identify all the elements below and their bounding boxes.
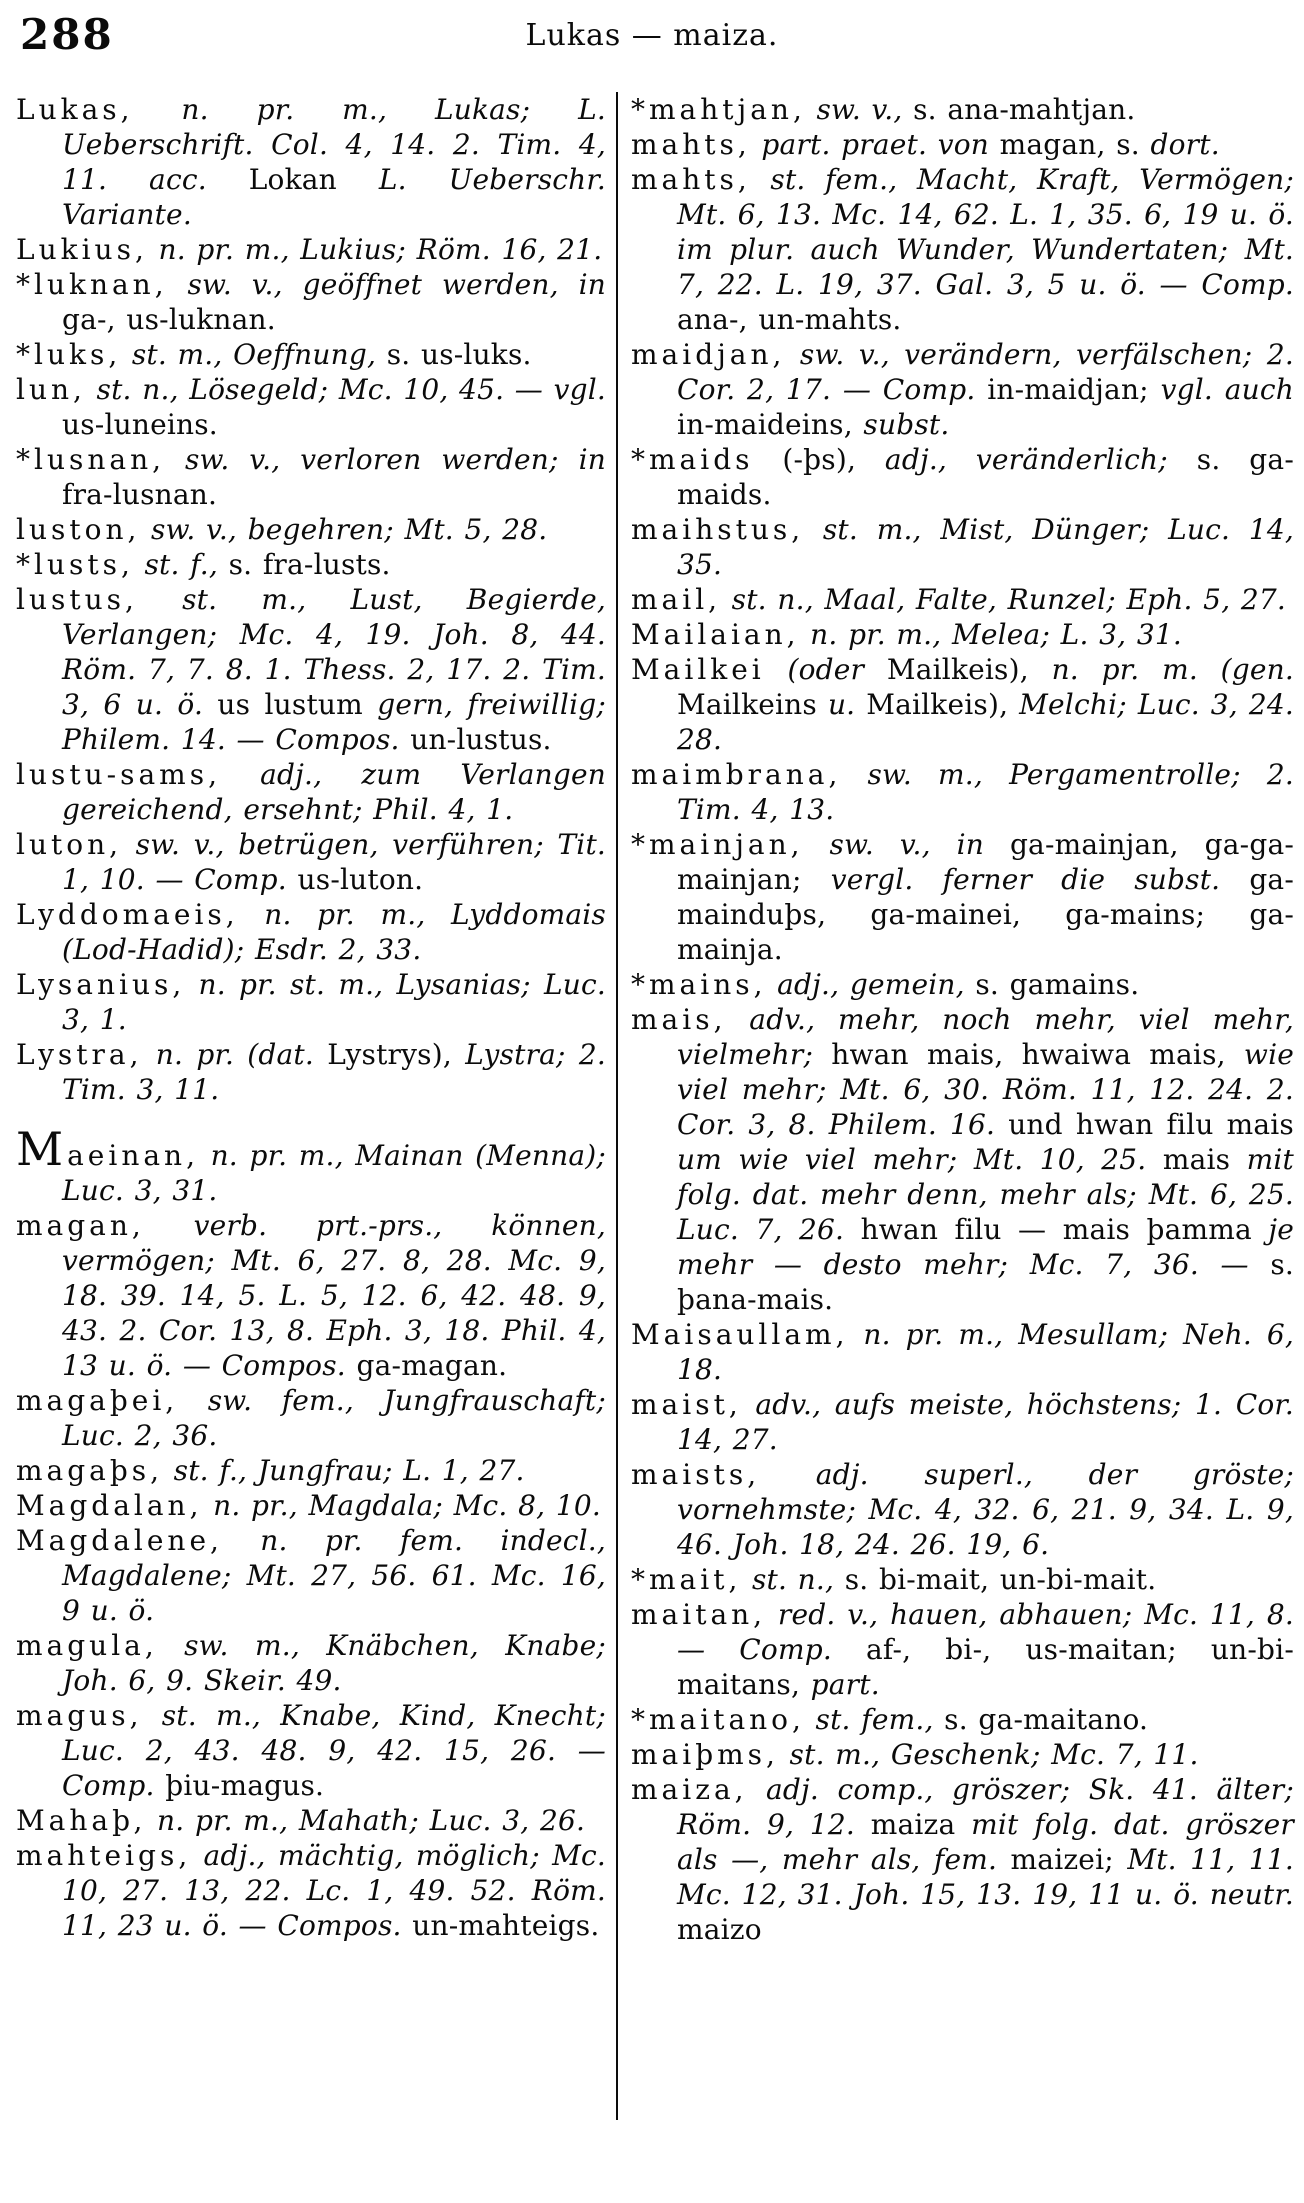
entry-text-italic: gern, freiwillig; Philem. 14. — Compos. bbox=[62, 688, 606, 756]
entry-text-roman: hwan mais, hwaiwa mais, bbox=[831, 1038, 1244, 1071]
entry-text-roman: mais bbox=[1162, 1143, 1247, 1176]
entry-headword: *maitano, bbox=[631, 1703, 805, 1736]
entry-headword: lustu-sams, bbox=[16, 758, 221, 791]
entry-text-italic: n. pr. m. (gen. bbox=[1051, 653, 1294, 686]
entry-headword: luston, bbox=[16, 513, 141, 546]
entry-text-roman: Lystrys), bbox=[327, 1038, 466, 1071]
entry-text-italic: n. pr. m., Lukius; Röm. 16, 21. bbox=[147, 233, 603, 266]
dictionary-entry bbox=[631, 127, 1294, 162]
entry-text-italic: vergl. ferner die subst. bbox=[830, 863, 1250, 896]
entry-headword: magaþs, bbox=[16, 1454, 164, 1487]
dictionary-entry bbox=[631, 1387, 1294, 1457]
dictionary-entry bbox=[631, 1457, 1294, 1562]
entry-headword: Mailkei bbox=[631, 653, 765, 686]
entry-text-roman: us-luton. bbox=[297, 863, 424, 896]
dictionary-entry bbox=[631, 92, 1294, 127]
dictionary-entry bbox=[631, 827, 1294, 967]
entry-headword: Lyddomaeis, bbox=[16, 898, 239, 931]
dictionary-entry bbox=[631, 967, 1294, 1002]
entry-text-italic: n. pr., Magdala; Mc. 8, 10. bbox=[202, 1489, 601, 1522]
entry-text-italic: vgl. auch bbox=[1160, 373, 1294, 406]
entry-text-italic: mit folg. dat. mehr denn, mehr als; Mt. 6, 25. Luc. 7, 26. bbox=[677, 1143, 1295, 1246]
dictionary-entry bbox=[16, 827, 606, 897]
entry-headword: Maisaullam, bbox=[631, 1318, 849, 1351]
entry-text-roman: fra-lusnan. bbox=[62, 478, 218, 511]
entry-text-roman: ga-, us-luknan. bbox=[62, 303, 276, 336]
entry-text-italic: n. pr. m., Mahath; Luc. 3, 26. bbox=[146, 1804, 586, 1837]
dictionary-entry bbox=[631, 162, 1294, 337]
entry-text-roman: maiza bbox=[870, 1808, 972, 1841]
entry-text-italic: part. bbox=[810, 1668, 880, 1701]
entry-text-italic: sw. v., bbox=[805, 93, 914, 126]
dictionary-entry bbox=[631, 617, 1294, 652]
entry-text-roman: maizei; bbox=[1010, 1843, 1128, 1876]
page-number: 288 bbox=[20, 10, 114, 59]
entry-text-italic: wie viel mehr; Mt. 6, 30. Röm. 11, 12. 24. 2. Cor. 3, 8. Philem. 16. bbox=[677, 1038, 1295, 1141]
entry-text-roman: Mailkeins bbox=[677, 688, 828, 721]
entry-headword: maist, bbox=[631, 1388, 742, 1421]
dictionary-entry bbox=[631, 1002, 1294, 1317]
entry-text-italic: sw. v., geöffnet werden, in bbox=[167, 268, 606, 301]
dictionary-entry bbox=[16, 1208, 606, 1383]
entry-headword: *lusts, bbox=[16, 548, 134, 581]
entry-text-roman: hwan filu — mais þamma bbox=[860, 1213, 1269, 1246]
dictionary-entry bbox=[16, 512, 606, 547]
entry-headword: magaþei, bbox=[16, 1384, 179, 1417]
entry-text-italic: st. f., Jungfrau; L. 1, 27. bbox=[163, 1454, 525, 1487]
entry-text-roman: und hwan filu mais bbox=[1008, 1108, 1294, 1141]
entry-headword: maihstus, bbox=[631, 513, 805, 546]
entry-text-italic: adj., zum Verlangen gereichend, ersehnt; Phil. 4, 1. bbox=[62, 758, 606, 826]
dictionary-entry bbox=[631, 442, 1294, 512]
entry-headword: *lusnan, bbox=[16, 443, 166, 476]
dictionary-entry bbox=[16, 337, 606, 372]
dictionary-entry bbox=[631, 582, 1294, 617]
entry-text-roman: ga-mainjan, ga-ga-mainjan; bbox=[677, 828, 1295, 896]
dictionary-entry bbox=[16, 1803, 606, 1838]
entry-text-italic: adv., aufs meiste, höchstens; 1. Cor. 14, 27. bbox=[677, 1388, 1294, 1456]
dictionary-entry bbox=[631, 652, 1294, 757]
entry-text-italic: adj. comp., gröszer; Sk. 41. älter; Röm. 9, 12. bbox=[677, 1773, 1294, 1841]
entry-headword: Mahaþ, bbox=[16, 1804, 147, 1837]
entry-headword: *maids bbox=[631, 443, 754, 476]
entry-text-italic: st. n., Maal, Falte, Runzel; Eph. 5, 27. bbox=[721, 583, 1287, 616]
entry-text-italic: st. m., Oeffnung, bbox=[121, 338, 387, 371]
entry-text-italic: sw. fem., Jungfrauschaft; Luc. 2, 36. bbox=[62, 1384, 606, 1452]
entry-text-roman: af-, bi-, us-maitan; un-bi-maitans, bbox=[677, 1633, 1294, 1701]
entry-text-italic: adj., veränderlich; bbox=[884, 443, 1197, 476]
entry-text-italic: u. bbox=[827, 688, 867, 721]
entry-text-roman: in-maideins, bbox=[677, 408, 864, 441]
entry-text-italic: verb. prt.-prs., können, vermögen; Mt. 6, 27. 8, 28. Mc. 9, 18. 39. 14, 5. L. 5, 12. 6, 42. 48. 9, 43. 2. Cor. 13, 8. Eph. 3, 18. Phil. 4, 13 u. ö. — Compos. bbox=[62, 1209, 606, 1382]
entry-headword: lustus, bbox=[16, 583, 138, 616]
entry-text-italic: dort. bbox=[1150, 128, 1220, 161]
entry-text-italic: n. pr. m., Lyddomais (Lod-Hadid); Esdr. 2, 33. bbox=[62, 898, 606, 966]
entry-text-roman: s. ana-mahtjan. bbox=[913, 93, 1136, 126]
entry-headword: magula, bbox=[16, 1629, 158, 1662]
entry-text-italic: st. fem., bbox=[804, 1703, 945, 1736]
entry-headword: maiza, bbox=[631, 1773, 748, 1806]
entry-text-italic: n. pr. st. m., Lysanias; Luc. 3, 1. bbox=[62, 968, 606, 1036]
entry-text-italic: st. m., Knabe, Kind, Knecht; Luc. 2, 43. 48. 9, 42. 15, 26. — Comp. bbox=[62, 1699, 606, 1802]
entry-text-italic: um wie viel mehr; Mt. 10, 25. bbox=[677, 1143, 1163, 1176]
entry-headword: Lukius, bbox=[16, 233, 148, 266]
entry-text-italic: part. praet. von bbox=[750, 128, 1000, 161]
entry-text-roman: in-maidjan; bbox=[987, 373, 1161, 406]
entry-text-roman: ana-, un-mahts. bbox=[677, 303, 902, 336]
entry-text-italic: adj., mächtig, möglich; Mc. 10, 27. 13, 22. Lc. 1, 49. 52. Röm. 11, 23 u. ö. — Compos. bbox=[62, 1839, 606, 1942]
entry-headword: maiþms, bbox=[631, 1738, 779, 1771]
dictionary-entry bbox=[16, 1122, 606, 1208]
dictionary-entry bbox=[16, 267, 606, 337]
text-block bbox=[16, 92, 1294, 2193]
entry-text-italic: adv., mehr, noch mehr, viel mehr, vielmehr; bbox=[677, 1003, 1294, 1071]
entry-text-roman: un-lustus. bbox=[410, 723, 552, 756]
dictionary-entry bbox=[631, 1737, 1294, 1772]
dictionary-entry bbox=[16, 372, 606, 442]
entry-text-italic: adj., gemein, bbox=[766, 968, 976, 1001]
entry-text-italic: sw. v., verändern, verfälschen; 2. Cor. 2, 17. — Comp. bbox=[677, 338, 1294, 406]
dictionary-entry bbox=[16, 1488, 606, 1523]
entry-text-italic: st. m., Geschenk; Mc. 7, 11. bbox=[778, 1738, 1199, 1771]
entry-headword: lun, bbox=[16, 373, 86, 406]
entry-text-italic: sw. m., Pergamentrolle; 2. Tim. 4, 13. bbox=[677, 758, 1294, 826]
entry-headword: luton, bbox=[16, 828, 123, 861]
entry-headword: magus, bbox=[16, 1699, 143, 1732]
dictionary-entry bbox=[16, 92, 606, 232]
entry-text-italic: je mehr — desto mehr; Mc. 7, 36. — bbox=[677, 1213, 1294, 1281]
dictionary-entry bbox=[16, 1698, 606, 1803]
entry-headword: maidjan, bbox=[631, 338, 786, 371]
dictionary-entry bbox=[631, 512, 1294, 582]
entry-text-italic: st. n., Lösegeld; Mc. 10, 45. — vgl. bbox=[85, 373, 606, 406]
entry-text-italic: st. f., bbox=[133, 548, 229, 581]
entry-headword: Mailaian, bbox=[631, 618, 800, 651]
entry-headword: *mahtjan, bbox=[631, 93, 806, 126]
dictionary-entry bbox=[16, 1628, 606, 1698]
entry-text-italic: st. n., bbox=[741, 1563, 845, 1596]
entry-text-roman: magan, s. bbox=[999, 128, 1151, 161]
dictionary-entry bbox=[631, 1597, 1294, 1702]
entry-text-italic: n. pr. m., Mainan (Menna); Luc. 3, 31. bbox=[62, 1139, 606, 1207]
dictionary-entry bbox=[631, 337, 1294, 442]
entry-headword: aeinan, bbox=[67, 1139, 199, 1172]
entry-headword: maimbrana, bbox=[631, 758, 842, 791]
dictionary-entry bbox=[631, 1702, 1294, 1737]
entry-text-italic: Melchi; Luc. 3, 24. 28. bbox=[677, 688, 1294, 756]
entry-headword: *luks, bbox=[16, 338, 122, 371]
entry-text-roman: maizo bbox=[677, 1913, 762, 1946]
entry-headword: mahts, bbox=[631, 128, 751, 161]
entry-headword: *mainjan, bbox=[631, 828, 804, 861]
entry-text-italic: n. pr. (dat. bbox=[142, 1038, 328, 1071]
entry-text-italic: n. pr. m., Melea; L. 3, 31. bbox=[799, 618, 1183, 651]
entry-text-roman: s. us-luks. bbox=[386, 338, 532, 371]
entry-headword: mais, bbox=[631, 1003, 727, 1036]
entry-text-italic: sw. v., in bbox=[803, 828, 1010, 861]
dictionary-entry bbox=[16, 547, 606, 582]
entry-text-italic: sw. v., betrügen, verführen; Tit. 1, 10. — Comp. bbox=[62, 828, 606, 896]
entry-text-roman: us-luneins. bbox=[62, 408, 218, 441]
entry-text-roman: ga-mainduþs, ga-mainei, ga-mains; ga-mainja. bbox=[677, 863, 1294, 966]
entry-text-italic: (oder bbox=[764, 653, 887, 686]
entry-headword: *mains, bbox=[631, 968, 767, 1001]
entry-headword: maitan, bbox=[631, 1598, 767, 1631]
entry-text-italic: sw. v., begehren; Mt. 5, 28. bbox=[140, 513, 548, 546]
dictionary-entry bbox=[16, 1838, 606, 1943]
entry-text-italic: sw. v., verloren werden; in bbox=[165, 443, 606, 476]
dictionary-entry bbox=[16, 582, 606, 757]
entry-text-italic: Mt. 11, 11. Mc. 12, 31. Joh. 15, 13. 19, 11 u. ö. neutr. bbox=[677, 1843, 1294, 1911]
entry-text-roman: Lokan bbox=[248, 163, 379, 196]
entry-text-italic: st. fem., Macht, Kraft, Vermögen; Mt. 6, 13. Mc. 14, 62. L. 1, 35. 6, 19 u. ö. im plur. auch Wunder, Wundertaten; Mt. 7, 22. L. 19, 37. Gal. 3, 5 u. ö. — Comp. bbox=[677, 163, 1294, 301]
entry-headword: *mait, bbox=[631, 1563, 742, 1596]
entry-text-italic: n. pr. m., Mesullam; Neh. 6, 18. bbox=[677, 1318, 1294, 1386]
dictionary-entry bbox=[16, 442, 606, 512]
entry-text-italic: red. v., hauen, abhauen; Mc. 11, 8. — Comp. bbox=[677, 1598, 1294, 1666]
entry-text-italic: adj. superl., der gröste; vornehmste; Mc. 4, 32. 6, 21. 9, 34. L. 9, 46. Joh. 18, 24. 26. 19, 6. bbox=[677, 1458, 1294, 1561]
entry-text-roman: un-mahteigs. bbox=[412, 1909, 600, 1942]
right-column bbox=[618, 92, 1294, 1947]
entry-text-italic: st. m., Lust, Begierde, Verlangen; Mc. 4, 19. Joh. 8, 44. Röm. 7, 7. 8. 1. Thess. 2, 17. 2. Tim. 3, 6 u. ö. bbox=[62, 583, 606, 721]
dictionary-entry bbox=[16, 1037, 606, 1107]
entry-text-roman: s. gamains. bbox=[975, 968, 1140, 1001]
entry-headword: Magdalene, bbox=[16, 1524, 223, 1557]
entry-text-roman: (-þs), bbox=[753, 443, 885, 476]
entry-text-roman: us lustum bbox=[217, 688, 378, 721]
entry-text-roman: Mailkeis), bbox=[866, 688, 1020, 721]
entry-headword: mahteigs, bbox=[16, 1839, 192, 1872]
entry-text-italic: st. m., Mist, Dünger; Luc. 14, 35. bbox=[677, 513, 1294, 581]
entry-text-italic: subst. bbox=[863, 408, 950, 441]
entry-text-roman: Mailkeis), bbox=[886, 653, 1052, 686]
entry-headword: Magdalan, bbox=[16, 1489, 203, 1522]
dictionary-entry bbox=[16, 897, 606, 967]
dictionary-entry bbox=[16, 1453, 606, 1488]
entry-headword: Lysanius, bbox=[16, 968, 186, 1001]
entry-headword: mail, bbox=[631, 583, 722, 616]
dictionary-entry bbox=[16, 232, 606, 267]
dictionary-entry bbox=[16, 967, 606, 1037]
page-header bbox=[0, 10, 1304, 74]
dictionary-entry bbox=[16, 1383, 606, 1453]
entry-text-italic: n. pr. fem. indecl., Magdalene; Mt. 27, 56. 61. Mc. 16, 9 u. ö. bbox=[62, 1524, 606, 1627]
entry-text-roman: s. ga-maids. bbox=[677, 443, 1294, 511]
left-column bbox=[16, 92, 606, 1943]
entry-headword: maists, bbox=[631, 1458, 761, 1491]
entry-text-italic: L. Ueberschr. Variante. bbox=[62, 163, 606, 231]
entry-headword: mahts, bbox=[631, 163, 751, 196]
entry-text-italic: sw. m., Knäbchen, Knabe; Joh. 6, 9. Skeir. 49. bbox=[62, 1629, 606, 1697]
entry-text-roman: s. ga-maitano. bbox=[944, 1703, 1149, 1736]
entry-text-roman: þiu-magus. bbox=[165, 1769, 325, 1802]
dictionary-entry bbox=[631, 757, 1294, 827]
entry-text-roman: s. fra-lusts. bbox=[228, 548, 391, 581]
entry-text-roman: s. bi-mait, un-bi-mait. bbox=[844, 1563, 1157, 1596]
entry-headword: *luknan, bbox=[16, 268, 168, 301]
dictionary-entry bbox=[631, 1317, 1294, 1387]
running-head: Lukas — maiza. bbox=[525, 18, 779, 53]
entry-text-roman: ga-magan. bbox=[356, 1349, 508, 1382]
entry-headword: Lystra, bbox=[16, 1038, 143, 1071]
entry-headword: Lukas, bbox=[16, 93, 134, 126]
entry-headword: magan, bbox=[16, 1209, 145, 1242]
dictionary-entry bbox=[631, 1772, 1294, 1947]
entry-text-italic: Lystra; 2. Tim. 3, 11. bbox=[62, 1038, 606, 1106]
entry-text-italic: mit folg. dat. gröszer als —, mehr als, fem. bbox=[677, 1808, 1294, 1876]
dictionary-entry bbox=[16, 757, 606, 827]
entry-text-italic: n. pr. m., Lukas; L. Ueberschrift. Col. 4, 14. 2. Tim. 4, 11. acc. bbox=[62, 93, 606, 196]
dictionary-entry bbox=[631, 1562, 1294, 1597]
dictionary-entry bbox=[16, 1523, 606, 1628]
entry-text-roman: s. þana-mais. bbox=[677, 1248, 1294, 1316]
section-initial: M bbox=[16, 1122, 68, 1176]
